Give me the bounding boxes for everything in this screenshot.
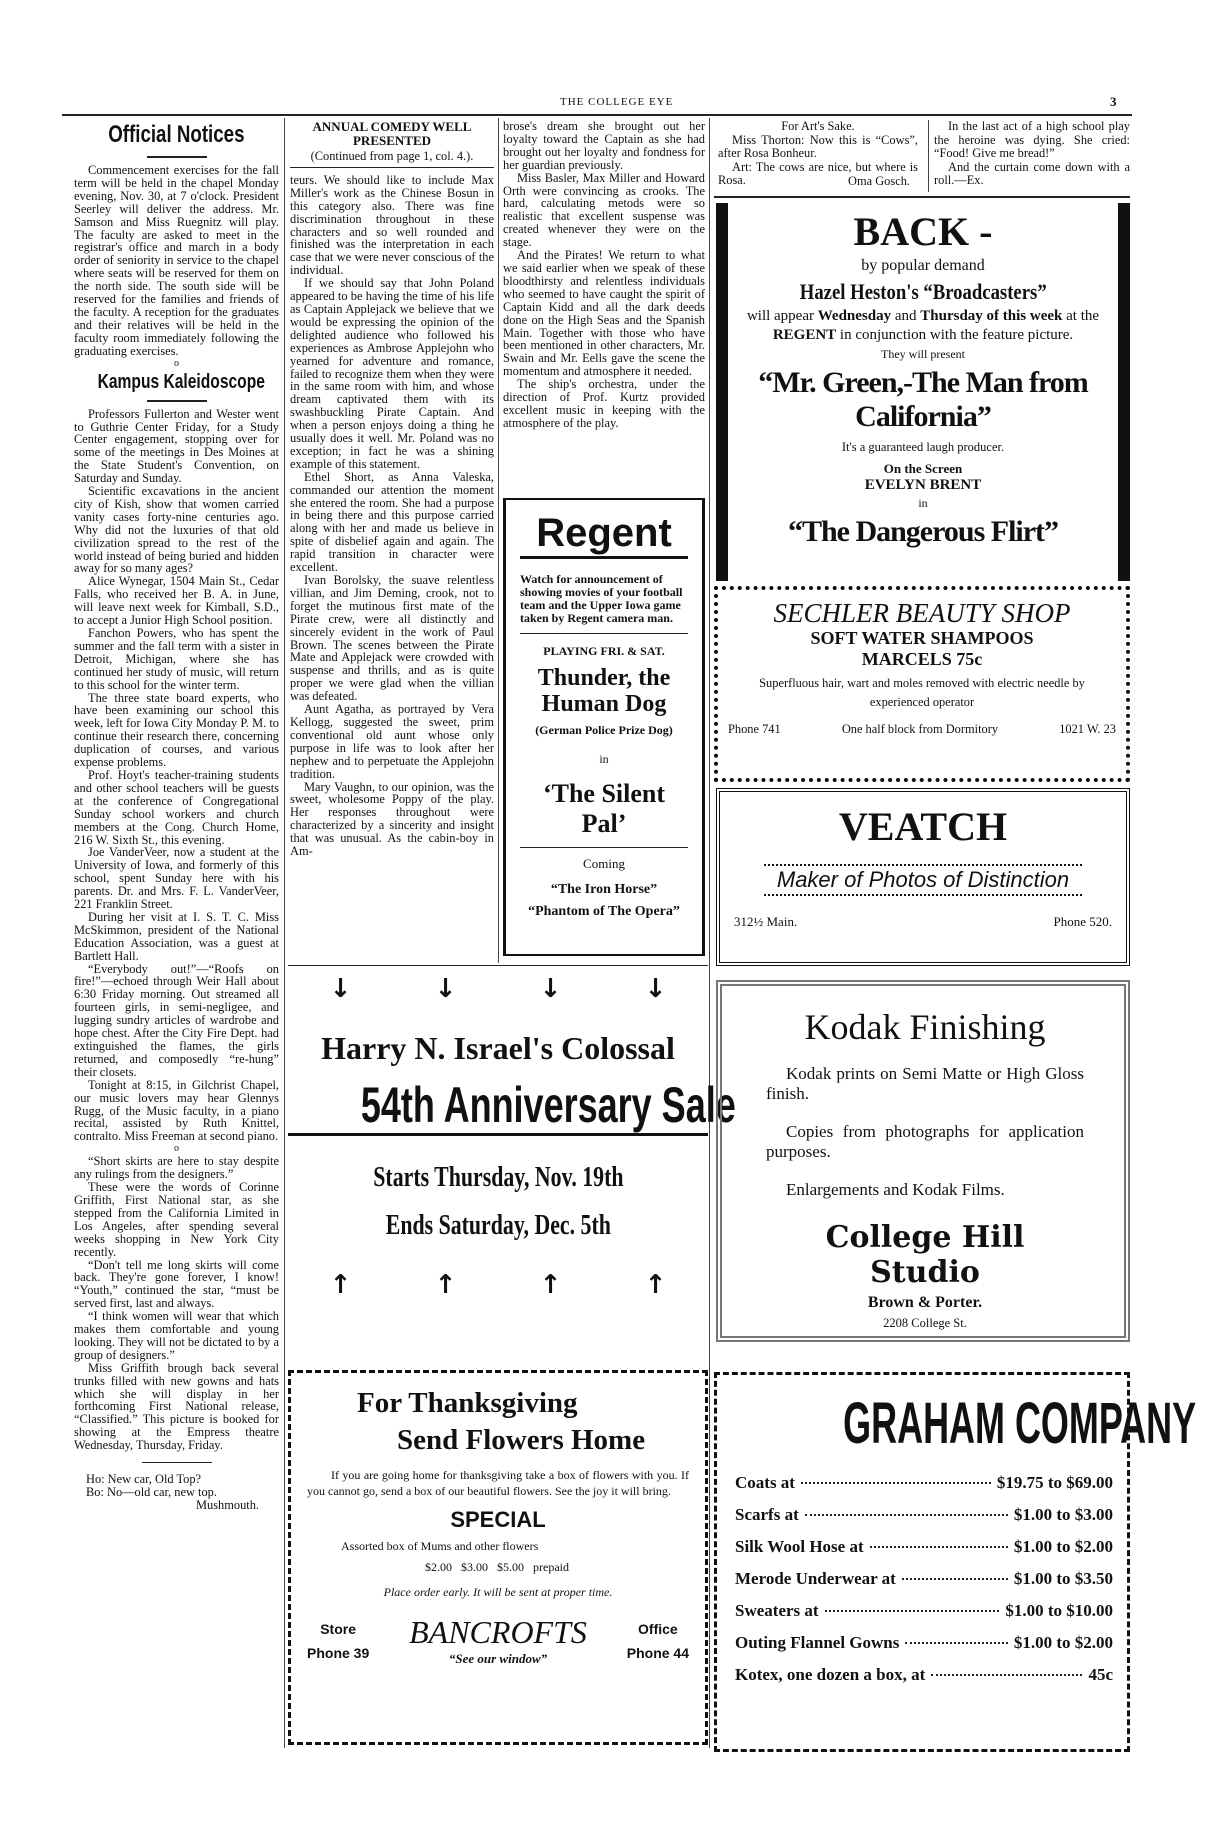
- article-paragraph: Prof. Hoyt's teacher-training students and other school teachers will be guests at the conference of Congregational Sunday school workers and church members at the Cong. Church Home, 216 W. Sixth St., this evening.: [74, 767, 279, 847]
- item-label: Kotex, one dozen a box, at: [735, 1665, 926, 1684]
- divider: o: [174, 1143, 179, 1155]
- bancrofts-body: If you are going home for thanksgiving take a box of flowers with you. If you cannot go, send a box of our beautiful flowers. See the joy it will bring.: [307, 1468, 689, 1498]
- coming-film: “Phantom of The Opera”: [528, 904, 680, 919]
- laugh-line: It's a guaranteed laugh producer.: [841, 440, 1005, 454]
- arrow-up-icon: ↑: [539, 1270, 562, 1300]
- office-label: Office: [638, 1620, 678, 1637]
- bancrofts-slogan: “See our window”: [448, 1651, 548, 1666]
- item-price: $19.75 to $69.00: [996, 1473, 1113, 1492]
- kodak-paragraph: Copies from photographs for application purposes.: [766, 1122, 1084, 1161]
- article-paragraph: Aunt Agatha, as portrayed by Vera Kellogg, suggested the sweet, prim conventional old aunt whose only purpose in life was to look after her nephew and to perpetuate the Applejohn tradition.: [290, 702, 494, 781]
- item-label: Silk Wool Hose at: [735, 1537, 864, 1556]
- studio-name: College Hill Studio: [825, 1220, 1025, 1290]
- price-row: [735, 1499, 1113, 1531]
- article-paragraph: Tonight at 8:15, in Gilchrist Chapel, our music lovers may hear Glennys Rugg, of the Music faculty, in a piano recital, assisted by Ruth Knittel, contralto. Miss Freeman at second piano.: [74, 1077, 279, 1144]
- graham-name: GRAHAM COMPANY: [843, 1391, 1197, 1456]
- store-phone: Phone 39: [307, 1644, 370, 1661]
- sechler-line: SOFT WATER SHAMPOOS: [810, 628, 1034, 648]
- item-price: $1.00 to $3.50: [1013, 1569, 1113, 1588]
- veatch-phone: Phone 520.: [1053, 914, 1112, 929]
- bancrofts-ad: [288, 1370, 708, 1745]
- kodak-ad: [716, 980, 1130, 1342]
- art-joke-line: Miss Thorton: Now this is “Cows”, after Rosa Bonheur.: [718, 132, 918, 160]
- bancrofts-logo: BANCROFTS: [409, 1614, 587, 1650]
- sechler-line: MARCELS 75c: [861, 649, 983, 669]
- price-row: [735, 1531, 1113, 1563]
- back-headline: BACK -: [853, 209, 993, 254]
- article-paragraph: teurs. We should like to include Max Miller's work as the Chinese Bosun in this category also. There was fine discrimination throughout in these characters and so well rounded and finished was the interpretation in each case that we were never conscious of the individual.: [290, 172, 494, 278]
- divider: [142, 1462, 212, 1463]
- regent-ad: [503, 498, 705, 956]
- day: Wednesday: [817, 308, 892, 324]
- regent-notice: Watch for announcement of showing movies of your football team and the Upper Iowa game taken by Regent camera man.: [520, 573, 688, 634]
- art-joke-line: Art: The cows are nice, but where is Rosa.: [718, 159, 918, 187]
- column-rule: [928, 120, 929, 192]
- text: and: [894, 308, 917, 324]
- column-3: [503, 120, 705, 430]
- kaleidoscope-heading: Kampus Kaleidoscope: [97, 370, 265, 393]
- article-paragraph: Ethel Short, as Anna Valeska, commanded our attention the moment she entered the room. She had a purpose in being there and this purpose carried along with her and made us believe in spite of disbelief again and again. The rapid transition in character were excellent.: [290, 469, 494, 575]
- column-rule: [284, 118, 285, 1748]
- regent-logo: Regent: [520, 510, 688, 559]
- article-paragraph: And the Pirates! We return to what we said earlier when we speak of these bloodthirsty and relentless individuals who seemed to have caught the spirit of Captain Kidd and all the dark deeds done on the High Seas and the Spanish Main. Together with those who have been mentioned in other characters, Mr. Swain and Mr. Eells gave the scene the momentum and atmosphere it needed.: [503, 248, 705, 379]
- jokes-box: [714, 120, 1130, 198]
- israel-headline: Harry N. Israel's Colossal: [321, 1030, 675, 1066]
- article-paragraph: The three state board experts, who have been examining our school this week, left for Iowa City Monday P. M. to continue their research there, concerning duplication of courses, and various expense problems.: [74, 690, 279, 770]
- feature-title: Thunder, the Human Dog: [537, 665, 671, 717]
- coming-film: “The Iron Horse”: [550, 882, 658, 897]
- price-row: [735, 1659, 1113, 1691]
- veatch-address: 312½ Main.: [734, 914, 798, 929]
- art-joke-title: For Art's Sake.: [781, 119, 855, 133]
- veatch-ad: [716, 788, 1130, 966]
- column-1: [74, 120, 279, 1512]
- in-label: in: [918, 496, 928, 510]
- divider: [147, 156, 207, 158]
- act-name: Hazel Heston's “Broadcasters”: [799, 279, 1047, 304]
- special-description: Assorted box of Mums and other flowers: [341, 1539, 539, 1553]
- art-joke-author: Oma Gosch.: [848, 173, 910, 188]
- present-label: They will present: [881, 347, 965, 361]
- price-row: [735, 1563, 1113, 1595]
- item-label: Sweaters at: [735, 1601, 819, 1620]
- divider: [147, 400, 207, 402]
- day: Thursday of this week: [920, 308, 1063, 324]
- order-note: Place order early. It will be sent at proper time.: [383, 1585, 613, 1599]
- kodak-paragraph: Enlargements and Kodak Films.: [786, 1180, 1005, 1199]
- sechler-name: SECHLER BEAUTY SHOP: [773, 598, 1071, 628]
- studio-address: 2208 College St.: [883, 1316, 967, 1330]
- kodak-headline: Kodak Finishing: [804, 1007, 1046, 1047]
- bancrofts-headline: Send Flowers Home: [397, 1424, 646, 1456]
- anniversary-sale-headline: 54th Anniversary Sale: [360, 1077, 736, 1133]
- page-number: 3: [1110, 94, 1117, 109]
- coming-label: Coming: [583, 856, 625, 871]
- article-paragraph: During her visit at I. S. T. C. Miss McSkimmon, president of the National Education Association, was a guest at Bartlett Hall.: [74, 909, 279, 963]
- israel-sale-ad: [288, 965, 736, 1355]
- arrow-down-icon: ↓: [644, 974, 667, 1004]
- joke-line: Bo: No—old car, new top.: [86, 1485, 217, 1499]
- back-sub: by popular demand: [861, 257, 985, 274]
- article-paragraph: Joe VanderVeer, now a student at the University of Iowa, and formerly of this school, spent Sunday here with his parents. Dr. and Mrs. F. L. VanderVeer, 221 Franklin Street.: [74, 845, 279, 912]
- article-paragraph: Professors Fullerton and Wester went to Guthrie Center Friday, for a Study Center engagement, stopping over for some of the meetings in Des Moines at the State Student's Convention, on Saturday and Sunday.: [74, 406, 279, 486]
- article-paragraph: The ship's orchestra, under the direction of Prof. Kurtz provided excellent music in keeping with the atmosphere of the play.: [503, 377, 705, 430]
- joke-signature: Mushmouth.: [196, 1497, 259, 1512]
- item-label: Merode Underwear at: [735, 1569, 896, 1588]
- joke-line: Ho: New car, Old Top?: [86, 1472, 202, 1487]
- special-prices: $2.00 $3.00 $5.00 prepaid: [425, 1560, 569, 1574]
- graham-ad: [714, 1372, 1197, 1752]
- item-label: Outing Flannel Gowns: [735, 1633, 900, 1652]
- arrow-down-icon: ↓: [539, 974, 562, 1004]
- item-price: $1.00 to $2.00: [1013, 1633, 1113, 1652]
- sale-start: Starts Thursday, Nov. 19th: [372, 1162, 624, 1193]
- sale-end: Ends Saturday, Dec. 5th: [385, 1210, 611, 1241]
- divider: [764, 894, 1082, 896]
- continued-note: (Continued from page 1, col. 4.).: [310, 149, 474, 163]
- article-paragraph: brose's dream she brought out her loyalty toward the Captain as she had brought out her loyalty and fondness for her guardian previously.: [503, 119, 705, 172]
- film-title: “The Dangerous Flirt”: [787, 515, 1059, 548]
- item-price: 45c: [1088, 1665, 1113, 1684]
- article-paragraph: Commencement exercises for the fall term will be held in the chapel Monday evening, Nov. 30, at 7 o'clock. President Seerley will deliver the address. Mr. Samson and Miss Ruegnitz will play. The faculty are asked to meet in the registrar's office and march in a body order of seniority in service to the chapel where seats will be reserved for them on the north side. The south side will be reserved for the families and friends of the faculty. A reception for the graduates and their relatives will be held in the faculty room immediately following the graduating exercises.: [74, 163, 279, 358]
- article-paragraph: If we should say that John Poland appeared to be having the time of his life as Captain Applejack we believe that we would be expressing the opinion of the delighted audience who followed his experiences as Ambrose Applejohn who yearned for adventure and romance, failed to recognize them when they were in the same room with him, and whose dream captivated them with its swashbuckling Pirate Captain. And when a person enjoys doing a thing he usually does it well. Mr. Poland was no exception; in fact he was a shining example of this statement.: [290, 276, 494, 471]
- school-joke-line: And the curtain come down with a roll.—Ex.: [934, 159, 1130, 187]
- special-label: SPECIAL: [450, 1507, 546, 1532]
- divider: [290, 167, 494, 168]
- sechler-desc: Superfluous hair, wart and moles removed with electric needle by experienced operator: [759, 676, 1085, 709]
- column-2: [290, 120, 494, 858]
- bancrofts-headline: For Thanksgiving: [357, 1387, 578, 1419]
- divider: o: [174, 357, 179, 369]
- price-row: [735, 1627, 1113, 1659]
- article-paragraph: Miss Griffith brough back several trunks filled with new gowns and hats which she will display in her forthcoming First National release, “Classified.” This picture is booked for showing at the Empress theatre Wednesday, Thursday, Friday.: [74, 1360, 279, 1453]
- kodak-paragraph: Kodak prints on Semi Matte or High Gloss finish.: [766, 1064, 1084, 1103]
- arrow-down-icon: ↓: [434, 974, 457, 1004]
- price-row: [735, 1595, 1113, 1627]
- screen-label: On the Screen: [883, 461, 963, 476]
- playing-label: PLAYING FRI. & SAT.: [543, 644, 665, 658]
- official-notices-heading: Official Notices: [108, 121, 245, 148]
- newspaper-title: THE COLLEGE EYE: [560, 96, 674, 108]
- article-paragraph: These were the words of Corinne Griffith, First National star, as she stepped from the California Limited in Los Angeles, after spending several weeks shopping in New York City recently.: [74, 1180, 279, 1259]
- veatch-tagline: Maker of Photos of Distinction: [776, 867, 1070, 892]
- venue: REGENT: [772, 327, 837, 343]
- broadcasters-ad: [716, 203, 1130, 581]
- header-rule: [62, 114, 1132, 116]
- sechler-location: One half block from Dormitory: [841, 722, 999, 736]
- article-paragraph: Alice Wynegar, 1504 Main St., Cedar Falls, who received her B. A. in June, will leave next week for Kimball, S.D., to accept a Junior High School position.: [74, 574, 279, 628]
- article-paragraph: Scientific excavations in the ancient city of Kish, show that women carried vanity cases forty-nine centuries ago. Why did not the luxuries of that old civilization spread to the rest of the world instead of being buried and hidden away for so many ages?: [74, 484, 279, 576]
- price-list: [735, 1467, 1113, 1691]
- item-price: $1.00 to $10.00: [1005, 1601, 1113, 1620]
- column-rule: [498, 118, 499, 963]
- article-paragraph: “I think women will wear that which makes them comfortable and young looking. They will not be dictated to by a group of designers.”: [74, 1309, 279, 1362]
- item-price: $1.00 to $2.00: [1013, 1537, 1113, 1556]
- school-joke-line: In the last act of a high school play the heroine was dying. She cried: “Food! Give me bread!”: [934, 119, 1130, 160]
- in-label: in: [599, 752, 609, 766]
- film-title: ‘The Silent Pal’: [520, 779, 688, 848]
- article-paragraph: “Don't tell me long skirts will come back. They're gone forever, I know! “Youth,” continued the star, “must be served first, last and always.: [74, 1257, 279, 1311]
- sechler-phone: Phone 741: [728, 722, 781, 736]
- veatch-name: VEATCH: [838, 804, 1008, 849]
- arrow-up-icon: ↑: [434, 1270, 457, 1300]
- office-phone: Phone 44: [626, 1644, 689, 1661]
- arrow-up-icons: [288, 1270, 708, 1300]
- sechler-address: 1021 W. 23: [1059, 722, 1116, 736]
- arrow-up-icon: ↑: [329, 1270, 352, 1300]
- arrow-up-icon: ↑: [644, 1270, 667, 1300]
- price-row: [735, 1467, 1113, 1499]
- text: will appear: [746, 308, 814, 324]
- article-paragraph: Miss Basler, Max Miller and Howard Orth were convincing as crooks. The hard, calculating metods were so realistic that excellent suspense was created whenever they were on the stage.: [503, 170, 705, 250]
- arrow-down-icons: [288, 974, 708, 1004]
- star-name: EVELYN BRENT: [864, 477, 982, 493]
- comedy-headline: ANNUAL COMEDY WELL PRESENTED: [312, 119, 472, 148]
- column-rule: [709, 118, 710, 1748]
- store-label: Store: [320, 1620, 357, 1637]
- feature-note: (German Police Prize Dog): [535, 723, 673, 737]
- article-paragraph: “Everybody out!”—“Roofs on fire!”—echoed through Weir Hall about 6:30 Friday morning. Out streamed all fourteen girls, in semi-negligee, and lugging sundry articles of wardrobe and hope chest. After the City Fire Dept. had extinguished the flames, the girls returned, and composedly “re-hung” their closets.: [74, 961, 279, 1079]
- article-paragraph: Mary Vaughn, to our opinion, was the sweet, wholesome Poppy of the play. Her responses throughout were characterized by a sincerity and insight that was unusual. As the cabin-boy in Am-: [290, 779, 494, 859]
- article-paragraph: Ivan Borolsky, the suave relentless villian, and Jim Deming, crook, not to forget the mutinous first mate of the Pirate crew, were all distinctly and sincerely evident in the work of Paul Brown. The scenes between the Pirate Mate and Applejack were crowded with suspense and thrills, and as is quite proper we were glad when the villian was defeated.: [290, 573, 494, 704]
- item-label: Scarfs at: [735, 1505, 799, 1524]
- item-price: $1.00 to $3.00: [1013, 1505, 1113, 1524]
- studio-owners: Brown & Porter.: [867, 1294, 983, 1311]
- item-label: Coats at: [735, 1473, 795, 1492]
- article-paragraph: Fanchon Powers, who has spent the summer and the fall term with a sister in Detroit, Michigan, where she has continued her study of music, will return to this school for the winter term.: [74, 626, 279, 692]
- sechler-ad: [714, 586, 1130, 782]
- arrow-down-icon: ↓: [329, 974, 352, 1004]
- text: in conjunction with the feature picture.: [839, 327, 1074, 343]
- show-title: “Mr. Green,-The Man from California”: [758, 366, 1088, 433]
- article-paragraph: “Short skirts are here to stay despite any rulings from the designers.”: [74, 1154, 279, 1182]
- text: at the: [1066, 308, 1100, 324]
